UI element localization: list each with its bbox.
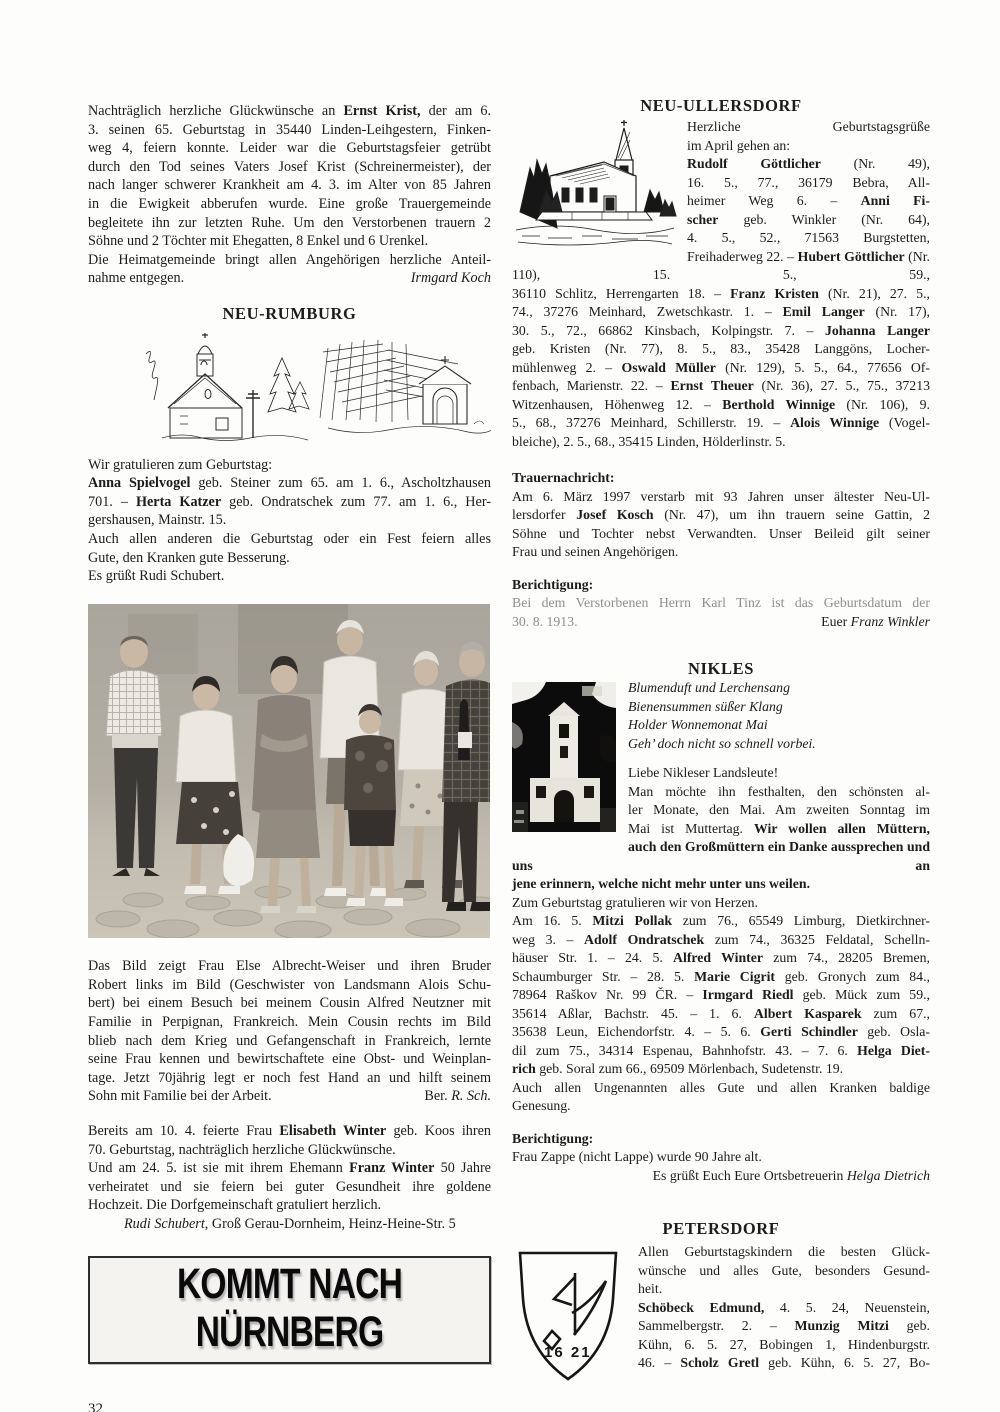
text-line [88,176,491,195]
text-run: 78964 Raškov Nr. 99 ČR. – [512,987,703,1002]
text-run: Mai ist Muttertag. [628,820,754,836]
text-line [88,269,491,288]
text-line [88,139,491,158]
page-number: 32 [88,1400,103,1412]
text-run: Geh’ doch nicht so schnell vorbei. [628,735,816,751]
text-run: geb. Osla- [857,1024,930,1039]
text-run: zum 76., 65549 Limburg, Dietkirchner- [672,913,931,928]
text-line [512,506,930,525]
text-line [512,303,930,322]
section-petersdorf [512,1243,930,1412]
text-run: zum 67., [861,1005,931,1021]
text-run: Holder Wonnemonat Mai [628,717,768,732]
text-line [512,285,930,304]
text-run: jene erinnern, welche nicht mehr unter uns weilen. [512,876,811,891]
text-run: häuser Str. 1. – 24. 5. [512,950,674,965]
text-run: Berichtigung: [512,576,594,592]
text-run: geb. Steiner zum 65. am 1. 6., Ascholtzhausen [190,475,491,492]
text-run: Emil Langer [782,304,865,319]
text-run: Marie Cigrit [694,968,776,984]
left-column [88,96,491,1412]
text-run: Albert Kasparek [753,1005,862,1021]
text-run: Gute, den Kranken gute Besserung. [88,549,290,566]
text-line [512,875,930,894]
text-line [88,1159,491,1178]
text-run: 36110 Schlitz, Herrengarten 18. – [512,285,731,301]
text-run: zum 74., 28205 Bremen, [762,950,930,965]
text-run: Die Heimatgemeinde bringt allen Angehörigen herzliche Anteil- [88,251,491,268]
banner-kommt-nach-nuernberg [88,1256,491,1364]
text-line [512,377,930,396]
text-run: 30. 5., 72., 66862 Kinsbach, Kolpingstr. 7. – [512,322,825,338]
text-run: ler Monate, den Mai. Am zweiten Sonntag im [628,802,930,817]
text-line [512,1079,930,1098]
text-line [88,121,491,140]
text-run: dil zum 75., 34314 Espenau, Bahnhofstr. 43. – 7. 6. [512,1042,858,1058]
text-run: fenbach, Marienstr. 22. – [512,378,671,393]
text-line [88,567,491,586]
text-run: Wir wollen allen Müttern, [753,820,931,836]
text-line [88,994,491,1013]
text-run: (Nr. 106), 9. [835,396,930,412]
text-line [512,931,930,950]
text-run: Munzig Mitzi [794,1318,889,1333]
text-line [88,1069,491,1088]
text-line [88,1050,491,1069]
text-run: Frau und seinen Angehörigen. [512,544,679,559]
text-line [88,1141,491,1160]
text-run: 70. Geburtstag, nachträglich herzliche Glückwünsche. [88,1141,396,1158]
text-run: im April gehen an: [687,137,791,153]
text-run: wünsche und alles Gute, besonders Gesund- [638,1262,930,1278]
text-run: Wir gratulieren zum Geburtstag: [88,456,273,473]
text-run: Sammelbergstr. 2. – [638,1318,795,1333]
neu-ullersdorf-church-engraving [512,118,677,252]
text-run: Herzliche Geburtstagsgrüße [687,119,930,134]
text-run: geb. Winkler (Nr. 64), [718,211,930,227]
text-line [512,396,930,415]
text-run: geb. Kühn, 6. 5. 27, Bo- [759,1355,930,1370]
text-run: 16. 5., 77., 36179 Bebra, All- [687,174,930,190]
text-run: geb. Soral zum 66., 69509 Mörlenbach, Sudetenstr. 19. [535,1061,844,1076]
text-run: der am 6. [420,103,491,119]
text-run: geb. Gronych zum 84., [775,968,930,984]
text-run: Irmgard Riedl [702,987,794,1002]
text-line [88,232,491,251]
text-run: Franz Kristen [730,285,819,301]
section-heading-petersdorf: PETERSDORF [662,1219,780,1238]
text-line [88,493,491,512]
text-run: mühlenweg 2. – [512,359,622,375]
text-run: (Nr. 36), 27. 5., 75., 37213 [753,378,930,393]
text-run: Allen Geburtstagskindern die besten Glück- [638,1244,930,1259]
text-run: Robert links im Bild (Geschwister von Landsmann Alois Schu- [88,976,491,993]
petersdorf-coat-of-arms [512,1247,624,1393]
nikles-church-photo [512,682,616,838]
paragraph-winter-anniversary [88,1122,491,1234]
text-run: Alfred Winter [673,950,763,965]
text-run: Elisabeth Winter [279,1123,387,1140]
text-run: (Nr. 17), [864,304,930,319]
text-run: (Nr. 47), um ihn trauern seine Gattin, 2 [653,507,930,522]
text-line [512,414,930,433]
text-run: in die Ewigkeit abberufen wurde. Eine große Trauergemeinde [88,195,491,212]
text-run: geb. Mück zum 59., [793,987,930,1002]
text-run: Rudi Schubert, [124,1216,209,1232]
text-run: Johanna Langer [824,322,930,338]
text-run: blieb nach dem Krieg und Gefangenschaft in Frankreich, lernte [88,1032,491,1049]
text-line [88,195,491,214]
text-line [512,248,930,285]
text-run: 30. 8. 1913. [512,613,578,629]
text-line [512,1005,930,1024]
text-line [512,912,930,931]
text-line [512,1130,930,1149]
text-line [512,543,930,562]
text-run: Es grüßt Rudi Schubert. [88,568,225,585]
section-heading-nikles: NIKLES [688,659,754,678]
text-line [88,1122,491,1141]
text-line [512,1167,930,1186]
text-line [88,214,491,233]
text-run: Anna Spielvogel [88,475,191,492]
text-line [512,576,930,595]
family-group-photo [88,604,491,944]
text-run: 35614 Aßlar, Bachstr. 45. – 1. 6. [512,1005,754,1021]
text-run: 46. – [638,1355,681,1370]
text-run: Söhne und 2 Töchter mit Ehegatten, 8 Enkel und 6 Urenkel. [88,233,429,250]
section-heading-neu-rumburg: NEU-RUMBURG [222,303,357,323]
text-run: Hochzeit. Die Dorfgemeinschaft gratuliert herzlich. [88,1197,382,1214]
text-line [88,1215,491,1234]
text-run: Schaumburger Str. – 28. 5. [512,968,695,984]
text-line [512,894,930,913]
text-run: Euer [821,613,851,629]
shield-year-label: 16 21 [544,1344,592,1361]
text-line [88,1032,491,1051]
text-line [512,1148,930,1167]
text-run: Am 6. März 1997 verstarb mit 93 Jahren unser ältester Neu-Ul- [512,488,930,504]
text-line [512,1023,930,1042]
text-run: Blumenduft und Lerchensang [628,680,790,695]
text-run: heit. [638,1281,663,1296]
text-run: 35638 Leun, Eichendorfstr. 4. – 5. 6. [512,1024,761,1039]
text-run: Genesung. [512,1098,571,1113]
section-heading-neu-ullersdorf: NEU-ULLERSDORF [640,96,802,115]
text-run: Und am 24. 5. ist sie mit ihrem Ehemann [88,1160,350,1177]
text-run: Oswald Müller [621,359,716,375]
text-run: Hubert Göttlicher [797,248,905,264]
text-run: auch den Großmüttern ein Danke aussprechen und uns an [512,839,930,873]
text-run: Schöbeck Edmund, [638,1299,765,1315]
text-run: verheiratet und sie feiern bei guter Gesundheit ihre goldene [88,1178,491,1195]
paragraph-trauernachricht [512,469,930,562]
text-run: bert) bei einem Besuch bei meinem Cousin Alfred Neutzner mit [88,995,491,1012]
text-run: Berthold Winnige [722,396,836,412]
text-line [88,1087,491,1106]
text-run: Alois Winnige [790,415,880,430]
text-run: 50 Jahre [434,1160,491,1177]
text-run: Sohn mit Familie bei der Arbeit. [88,1088,272,1105]
text-run: Anni Fi- [860,193,930,208]
text-run: Trauernachricht: [512,470,615,485]
text-run: 701. – [88,493,136,510]
text-line [88,1178,491,1197]
text-line [88,1196,491,1215]
text-run: geb. [888,1318,930,1333]
text-run: weg 4, feiern konnte. Leider war die Geburtstagsfeier getrübt [88,140,491,157]
text-run: Mitzi Pollak [592,913,673,928]
text-line [512,525,930,544]
paragraph-berichtigung-tinz [512,576,930,632]
text-run: rich [512,1061,536,1076]
text-run: Franz Winter [349,1160,435,1177]
text-line [512,469,930,488]
text-run: (Nr. 49), [820,156,930,171]
text-run: Zum Geburtstag gratulieren wir von Herzen. [512,894,758,910]
text-line [512,488,930,507]
text-line [88,957,491,976]
paragraph-ernst-krist [88,102,491,288]
text-run: weg 3. – [512,931,585,947]
text-line [88,549,491,568]
paragraph-berichtigung-zappe [512,1130,930,1186]
text-line [512,838,930,875]
section-nikles [512,679,930,1116]
text-run: Freihaderweg 22. – [687,248,798,264]
text-run: geb. Kristen (Nr. 77), 8. 5., 83., 35428 Langgöns, Locher- [512,341,930,356]
text-run: begleitete ihn zur letzten Ruhe. Um den Verstorbenen trauern 2 [88,214,491,231]
text-run: bleiche), 2. 5., 68., 35415 Linden, Hölderlinstr. 5. [512,433,786,449]
text-run: lersdorfer [512,507,577,522]
text-run: 3. seinen 65. Geburtstag in 35440 Linden-Leihgestern, Finken- [88,121,491,138]
text-line [512,986,930,1005]
text-line [88,511,491,530]
text-run: Ber. [424,1088,452,1105]
right-column [512,96,930,1412]
text-run: seine Frau kennen und bewirtschaftete eine Obst- und Weinplan- [88,1051,491,1068]
text-line [512,1042,930,1061]
text-run: (Vogel- [879,415,931,430]
text-run: geb. Koos ihren [386,1123,492,1140]
text-run: 74., 37276 Meinhard, Zwetschkastr. 1. – [512,304,783,319]
text-run: scher [687,211,719,227]
text-line [88,102,491,121]
text-run: geb. Ondratschek zum 77. am 1. 6., Her- [221,493,491,510]
text-run: Witzenhausen, Höhenweg 12. – [512,396,723,412]
text-run: nach langer schwerer Krankheit am 4. 3. im Alter von 85 Jahren [88,177,491,194]
text-run: Am 16. 5. [512,913,593,928]
text-run: Bereits am 10. 4. feierte Frau [88,1123,280,1140]
text-line [88,474,491,493]
text-run: durch den Tod seines Vaters Josef Krist (Schreinermeister), der [88,158,491,175]
paragraph-rumburg-birthdays [88,456,491,586]
text-line [88,530,491,549]
text-run: Ernst Theuer [670,378,754,393]
text-run: Kühn, 6. 5. 27, Bobingen 1, Hindenburgstr. [638,1336,930,1352]
text-run: Irmgard Koch [410,270,491,287]
text-run: Franz Winkler [850,613,930,629]
text-line [88,158,491,177]
text-run: Bienensummen süßer Klang [628,698,783,714]
text-run: Nachträglich herzliche Glückwünsche an [88,103,344,119]
text-run: Helga Diet- [857,1042,930,1058]
text-run: Josef Kosch [576,507,654,522]
neu-rumburg-church-sketches [88,332,491,450]
text-run: Helga Dietrich [846,1167,930,1183]
text-run: Auch allen Ungenannten alles Gute und allen Kranken baldige [512,1079,930,1095]
text-line [512,433,930,452]
text-line [512,613,930,632]
text-run: (Nr. 129), 5. 5., 64., 77656 Of- [715,359,930,375]
text-run: Es grüßt Euch Eure Ortsbetreuerin [652,1167,847,1183]
text-line [512,340,930,359]
text-run: Gerti Schindler [760,1024,858,1039]
text-run: (Nr. 21), 27. 5., [818,285,930,301]
text-run: 4. 5. 24, Neuenstein, [764,1299,931,1315]
text-line [512,594,930,613]
text-run: Berichtigung: [512,1130,594,1146]
text-run: (Nr. 110), 15. 5., 59., [512,248,931,282]
text-run: nahme entgegen. [88,270,185,287]
text-run: Groß Gerau-Dornheim, Heinz-Heine-Str. 5 [208,1216,456,1232]
text-run: Frau Zappe (nicht Lappe) wurde 90 Jahre alt. [512,1149,762,1164]
text-line [88,456,491,475]
text-run: Liebe Nikleser Landsleute! [628,765,779,780]
text-run: zum 74., 36325 Feldatal, Schelln- [704,931,930,947]
text-run: Das Bild zeigt Frau Else Albrecht-Weiser und ihren Bruder [88,958,491,975]
text-run: Man möchte ihn festhalten, den schönsten al- [628,783,930,799]
text-run: R. Sch. [451,1088,491,1105]
text-run: Söhne und Tochter nebst Verwandten. Unser Beileid gilt seiner [512,525,930,541]
text-line [512,949,930,968]
text-run: Herta Katzer [135,493,222,510]
text-run: Auch allen anderen die Geburtstag oder ein Fest feiern alles [88,530,491,547]
text-line [512,359,930,378]
text-line [512,1097,930,1116]
text-run: gershausen, Mainstr. 15. [88,512,227,529]
text-run: Ernst Krist, [343,103,421,119]
text-run: Adolf Ondratschek [584,931,705,947]
text-run: Familie in Perpignan, Frankreich. Mein Cousin rechts im Bild [88,1014,491,1031]
text-run: 4. 5., 52., 71563 Burgstetten, [687,230,930,245]
section-neu-ullersdorf [512,118,930,451]
text-run: Scholz Gretl [680,1355,760,1370]
text-run: tage. Jetzt 70jährig legt er noch fest Hand an und hilft seinem [88,1069,491,1086]
text-line [88,1013,491,1032]
text-line [512,968,930,987]
text-run: Rudolf Göttlicher [687,156,821,171]
paragraph-photo-caption [88,957,491,1106]
text-line [512,1060,930,1079]
text-line [88,976,491,995]
banner-text: KOMMT NACH NÜRNBERG [176,1259,403,1356]
text-run: 5., 68., 37276 Meinhard, Schillerstr. 19. – [512,415,791,430]
text-line [88,251,491,270]
text-line [512,322,930,341]
text-run: Bei dem Verstorbenen Herrn Karl Tinz ist das Geburtsdatum der [512,595,930,610]
text-run: heimer Weg 6. – [687,193,861,208]
